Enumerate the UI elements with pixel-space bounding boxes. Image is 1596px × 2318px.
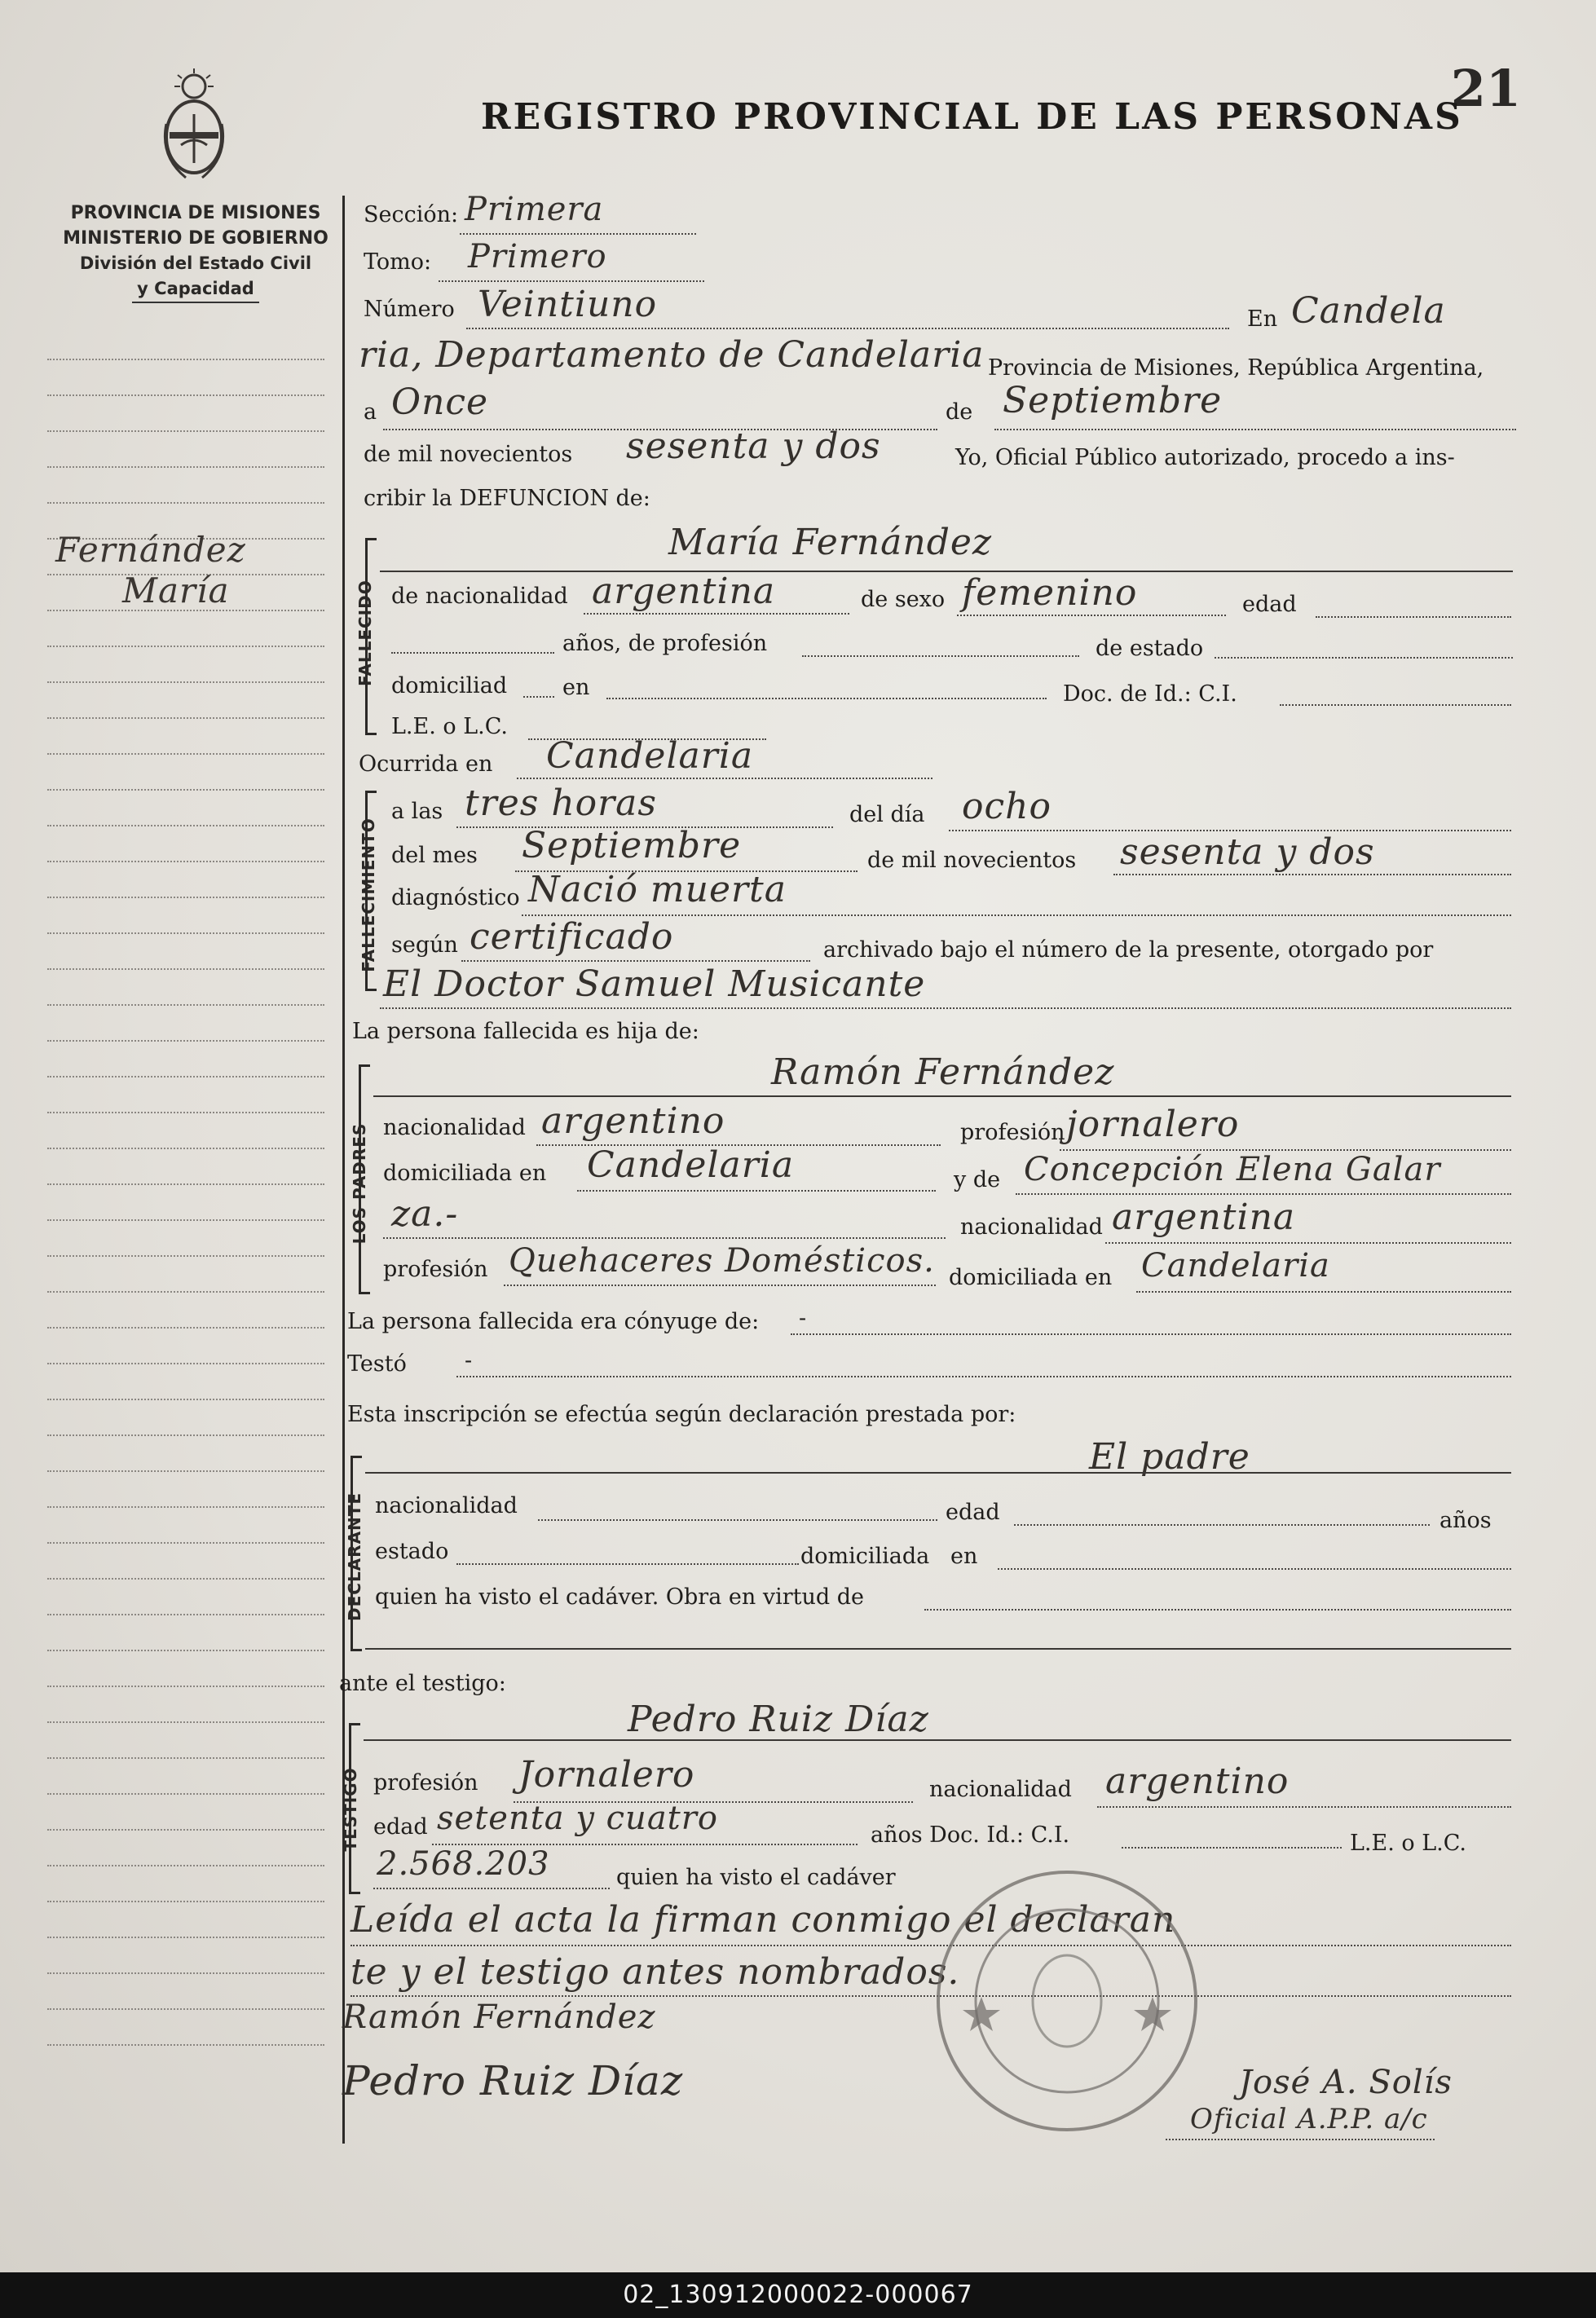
- office-line-province: PROVINCIA DE MISIONES: [70, 203, 321, 223]
- ocurrida-value: Candelaria: [546, 735, 754, 777]
- provincia-text: Provincia de Misiones, República Argentina,: [988, 355, 1484, 381]
- testo-value: -: [465, 1348, 473, 1373]
- page-number: 21: [1450, 59, 1521, 118]
- padre-nombre-line: [373, 1095, 1511, 1097]
- segun-line: [461, 960, 810, 962]
- signature-oficial-title: Oficial A.P.P. a/c: [1190, 2103, 1428, 2135]
- sexo-value: femenino: [962, 572, 1138, 614]
- padre-domicilio-value: Candelaria: [587, 1144, 795, 1186]
- testigo-cadaver-text: quien ha visto el cadáver: [616, 1865, 896, 1890]
- margin-ruled-line: [47, 359, 324, 360]
- medico-value: El Doctor Samuel Musicante: [383, 963, 926, 1005]
- padre-nacionalidad-value: argentino: [541, 1100, 725, 1142]
- fallecido-nombre-line: [380, 571, 1513, 572]
- conyuge-label: La persona fallecida era cónyuge de:: [347, 1309, 760, 1334]
- testigo-doc-number: 2.568.203: [377, 1845, 550, 1883]
- testigo-doc-label: años Doc. Id.: C.I.: [871, 1822, 1070, 1848]
- testo-line: [456, 1376, 1511, 1377]
- margin-ruled-line: [47, 1972, 324, 1974]
- madre-nombre-line: [1016, 1193, 1511, 1195]
- margin-ruled-line: [47, 1578, 324, 1580]
- padre-nacionalidad-label: nacionalidad: [383, 1115, 526, 1140]
- madre-nacionalidad-line: [1105, 1242, 1511, 1244]
- mil-label: de mil novecientos: [364, 442, 573, 467]
- declarante-cadaver-text: quien ha visto el cadáver. Obra en virtud de: [375, 1584, 865, 1610]
- margin-ruled-line: [47, 1399, 324, 1400]
- declarante-domicilio-line: [998, 1568, 1511, 1570]
- sexo-label: de sexo: [861, 587, 946, 612]
- margin-ruled-line: [47, 1183, 324, 1185]
- declarante-nombre: El padre: [1089, 1436, 1250, 1478]
- margin-ruled-line: [47, 1542, 324, 1544]
- declarante-side-label: DECLARANTE: [345, 1492, 364, 1621]
- estado-line: [1215, 657, 1513, 659]
- closing-line-1-rule: [351, 1945, 1511, 1946]
- madre-nacionalidad-label: nacionalidad: [960, 1214, 1103, 1240]
- oficial-text: Yo, Oficial Público autorizado, procedo a ins-: [955, 445, 1455, 470]
- margin-ruled-line: [47, 502, 324, 504]
- padres-intro: La persona fallecida es hija de:: [352, 1019, 699, 1044]
- a-las-label: a las: [391, 799, 443, 824]
- margin-ruled-line: [47, 1937, 324, 1938]
- margin-ruled-line: [47, 646, 324, 647]
- y-de-label: y de: [954, 1167, 1001, 1192]
- madre-domicilio-line: [1136, 1291, 1511, 1293]
- closing-line-2-rule: [351, 1995, 1511, 1997]
- margin-ruled-line: [47, 1650, 324, 1651]
- closing-line-1: Leída el acta la firman conmigo el declaran: [351, 1899, 1176, 1941]
- margin-ruled-line: [47, 1112, 324, 1113]
- margin-ruled-line: [47, 1614, 324, 1615]
- office-header: [33, 201, 359, 303]
- margin-ruled-line: [47, 1793, 324, 1795]
- margin-ruled-line: [47, 861, 324, 862]
- signature-oficial-line: [1166, 2139, 1435, 2140]
- padre-domicilio-label: domiciliada en: [383, 1161, 547, 1186]
- declarante-domiciliada-label: domiciliada: [800, 1544, 930, 1569]
- domiciliad-line: [523, 696, 554, 698]
- madre-domicilio-value: Candelaria: [1141, 1247, 1330, 1285]
- edad-line: [1316, 616, 1511, 618]
- margin-ruled-line: [47, 1255, 324, 1257]
- de-label: de: [946, 399, 973, 425]
- del-mes-label: del mes: [391, 843, 478, 868]
- diagnostico-value: Nació muerta: [528, 869, 787, 910]
- margin-surname: Fernández: [55, 530, 246, 570]
- conyuge-value: -: [799, 1306, 807, 1331]
- nacionalidad-label: de nacionalidad: [391, 584, 568, 609]
- diagnostico-label: diagnóstico: [391, 885, 520, 910]
- image-identifier: 02_130912000022-000067: [623, 2281, 973, 2309]
- declarante-nombre-line: [365, 1472, 1511, 1474]
- office-line-division: División del Estado Civil: [79, 253, 312, 273]
- margin-ruled-line: [47, 1865, 324, 1866]
- official-seal-stamp-icon: [932, 1866, 1201, 2135]
- madre-nombre-cont: za.-: [391, 1193, 459, 1235]
- margin-ruled-line: [47, 2008, 324, 2010]
- seccion-line: [460, 233, 696, 235]
- mes-fallec-value: Septiembre: [522, 825, 742, 866]
- signature-testigo: Pedro Ruiz Díaz: [342, 2057, 684, 2104]
- testigo-side-label: TESTIGO: [341, 1767, 360, 1852]
- margin-given-name: María: [122, 571, 230, 610]
- dia-value: Once: [391, 381, 489, 423]
- testigo-profesion-value: Jornalero: [518, 1754, 695, 1796]
- office-line-ministry: MINISTERIO DE GOBIERNO: [63, 228, 328, 249]
- footer-bar: [0, 2272, 1596, 2318]
- edad-label: edad: [1242, 592, 1297, 617]
- testigo-profesion-label: profesión: [373, 1770, 478, 1796]
- declarante-nacionalidad-line: [538, 1519, 937, 1521]
- ante-testigo-label: ante el testigo:: [339, 1671, 506, 1696]
- margin-ruled-line: [47, 1219, 324, 1221]
- del-dia-label: del día: [849, 802, 925, 827]
- mil-fallec-label: de mil novecientos: [867, 848, 1077, 873]
- anios-line: [391, 652, 554, 654]
- margin-ruled-line: [47, 1757, 324, 1759]
- tomo-line: [439, 280, 704, 282]
- domiciliad-label: domiciliad: [391, 673, 508, 698]
- declarante-estado-label: estado: [375, 1539, 449, 1564]
- margin-ruled-line: [47, 1004, 324, 1006]
- page-title: REGISTRO PROVINCIAL DE LAS PERSONAS: [481, 96, 1463, 138]
- seccion-value: Primera: [465, 191, 604, 228]
- margin-ruled-line: [47, 1434, 324, 1436]
- numero-value: Veintiuno: [478, 284, 658, 325]
- testo-label: Testó: [347, 1351, 407, 1377]
- margin-ruled-line: [47, 1506, 324, 1508]
- hora-value: tres horas: [465, 782, 657, 824]
- testigo-doc-number-line: [373, 1888, 610, 1889]
- padre-nombre: Ramón Fernández: [771, 1051, 1115, 1093]
- margin-ruled-line: [47, 825, 324, 826]
- madre-nacionalidad-value: argentina: [1112, 1196, 1296, 1238]
- en-value-continued: ria, Departamento de Candelaria: [359, 334, 985, 376]
- anio-fallec-value: sesenta y dos: [1120, 831, 1375, 873]
- margin-ruled-line: [47, 968, 324, 970]
- a-label: a: [364, 399, 377, 425]
- testigo-nacionalidad-line: [1097, 1806, 1511, 1808]
- margin-ruled-line: [47, 1291, 324, 1293]
- signature-oficial: José A. Solís: [1239, 2064, 1453, 2101]
- declarante-obra-line: [924, 1609, 1511, 1611]
- en-label: En: [1247, 306, 1278, 332]
- declarante-edad-line: [1014, 1524, 1430, 1526]
- declarante-bottom-line: [365, 1648, 1511, 1650]
- margin-ruled-line: [47, 466, 324, 468]
- segun-label: según: [391, 932, 458, 958]
- ocurrida-label: Ocurrida en: [359, 751, 493, 777]
- estado-label: de estado: [1096, 636, 1204, 661]
- fallecido-nombre: María Fernández: [668, 522, 993, 563]
- declarante-nacionalidad-label: nacionalidad: [375, 1493, 518, 1518]
- madre-nombre: Concepción Elena Galar: [1024, 1151, 1441, 1188]
- testigo-nombre-line: [364, 1739, 1511, 1741]
- ocurrida-line: [517, 778, 932, 779]
- margin-ruled-line: [47, 932, 324, 934]
- numero-line: [466, 328, 1229, 329]
- testigo-edad-value: setenta y cuatro: [437, 1800, 718, 1837]
- testigo-nacionalidad-value: argentino: [1105, 1761, 1290, 1802]
- margin-ruled-line: [47, 1721, 324, 1723]
- fallecido-side-label: FALLECIDO: [355, 580, 375, 686]
- testigo-le-lc-label: L.E. o L.C.: [1350, 1831, 1467, 1856]
- declarante-en-label: en: [950, 1544, 978, 1569]
- margin-ruled-line: [47, 1076, 324, 1077]
- madre-profesion-value: Quehaceres Domésticos.: [509, 1242, 935, 1280]
- declarante-edad-label: edad: [946, 1500, 1000, 1525]
- madre-domicilio-label: domiciliada en: [949, 1265, 1113, 1290]
- margin-ruled-line: [47, 1327, 324, 1329]
- archivado-text: archivado bajo el número de la presente, otorgado por: [823, 937, 1434, 963]
- le-lc-label: L.E. o L.C.: [391, 714, 509, 739]
- margin-ruled-line: [47, 2044, 324, 2046]
- domicilio-line: [606, 698, 1047, 699]
- anio-fallec-line: [1113, 874, 1511, 875]
- declarante-anios-label: años: [1439, 1508, 1492, 1533]
- nacionalidad-line: [584, 613, 849, 615]
- en-value: Candela: [1291, 290, 1446, 332]
- anio-value: sesenta y dos: [626, 425, 881, 467]
- conyuge-line: [791, 1333, 1511, 1335]
- numero-label: Número: [364, 297, 455, 322]
- margin-ruled-line: [47, 681, 324, 683]
- padre-domicilio-line: [577, 1190, 936, 1192]
- margin-ruled-line: [47, 430, 324, 432]
- padre-profesion-label: profesión: [960, 1120, 1065, 1145]
- nacionalidad-value: argentina: [592, 571, 776, 612]
- coat-of-arms-icon: [153, 67, 235, 189]
- medico-line: [380, 1007, 1511, 1009]
- testigo-doc-line: [1122, 1847, 1342, 1849]
- doc-line: [1280, 704, 1511, 706]
- margin-ruled-line: [47, 897, 324, 898]
- madre-profesion-line: [504, 1285, 936, 1286]
- testigo-nombre: Pedro Ruiz Díaz: [628, 1699, 929, 1740]
- en-domicilio-label: en: [562, 675, 590, 700]
- padres-side-label: LOS PADRES: [350, 1122, 369, 1245]
- mes-value: Septiembre: [1003, 380, 1223, 421]
- sexo-line: [957, 615, 1226, 616]
- margin-ruled-line: [47, 1901, 324, 1902]
- dia-fallec-value: ocho: [962, 786, 1052, 827]
- margin-ruled-line: [47, 1470, 324, 1472]
- declaracion-text: Esta inscripción se efectúa según declaración prestada por:: [347, 1402, 1016, 1427]
- tomo-label: Tomo:: [364, 249, 432, 275]
- anios-label: años, de profesión: [562, 631, 768, 656]
- signature-declarante: Ramón Fernández: [342, 1999, 656, 2036]
- testigo-edad-label: edad: [373, 1814, 428, 1840]
- margin-ruled-line: [47, 753, 324, 755]
- closing-line-2: te y el testigo antes nombrados.: [351, 1951, 960, 1993]
- seccion-label: Sección:: [364, 202, 459, 227]
- fallecimiento-side-label: FALLECIMIENTO: [359, 817, 378, 972]
- tomo-value: Primero: [468, 238, 607, 275]
- segun-value: certificado: [470, 916, 674, 958]
- profesion-line: [802, 655, 1079, 657]
- margin-ruled-line: [47, 1686, 324, 1687]
- margin-ruled-line: [47, 789, 324, 791]
- margin-ruled-line: [47, 1829, 324, 1831]
- testigo-nacionalidad-label: nacionalidad: [929, 1777, 1072, 1802]
- doc-label: Doc. de Id.: C.I.: [1063, 681, 1237, 707]
- margin-ruled-line: [47, 1363, 324, 1364]
- margin-ruled-line: [47, 717, 324, 719]
- madre-profesion-label: profesión: [383, 1257, 488, 1282]
- mes-line: [994, 429, 1516, 430]
- inscribir-text: cribir la DEFUNCION de:: [364, 486, 650, 511]
- declarante-estado-line: [456, 1563, 799, 1565]
- office-line-capacity: y Capacidad: [132, 276, 259, 303]
- padre-profesion-value: jornalero: [1066, 1104, 1240, 1145]
- madre-nombre-cont-line: [383, 1237, 946, 1239]
- margin-ruled-line: [47, 1148, 324, 1149]
- margin-ruled-line: [47, 394, 324, 396]
- margin-ruled-line: [47, 1040, 324, 1042]
